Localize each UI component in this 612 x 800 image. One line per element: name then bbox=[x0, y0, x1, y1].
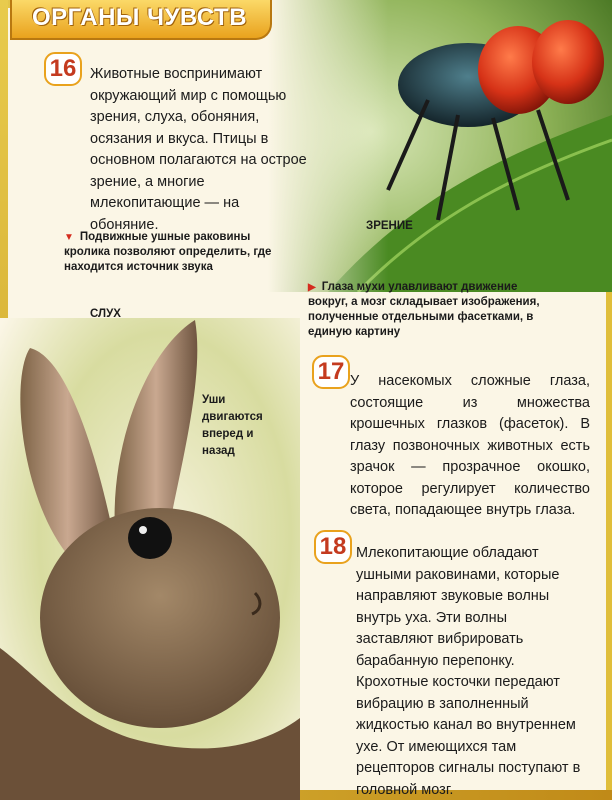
bullet-triangle-icon: ▶ bbox=[308, 282, 316, 293]
rabbit-photo bbox=[0, 318, 300, 800]
rabbit-caption bbox=[64, 230, 279, 275]
vision-label: ЗРЕНИЕ bbox=[366, 220, 413, 232]
ears-label: Уши двигаются вперед и назад bbox=[202, 394, 263, 457]
page-title-banner bbox=[10, 0, 272, 40]
section-17-text: У насекомых сложные глаза, состоящие из множества крошечных глазков (фасеток). В глазу позвоночных животных есть зрачок — прозрачное окошко, которое регулирует количество света, попадающее внутрь глаза. bbox=[350, 373, 590, 518]
section-18-badge: 18 bbox=[314, 530, 352, 564]
section-18-text: Млекопитающие обладают ушными раковинами, которые направляют звуковые волны внутрь уха. Эти волны заставляют вибрировать барабанную перепонку. Крохотные косточки передают вибрацию в заполненный жидкостью канал во внутреннем ухе. От имеющихся там рецепторов сигналы поступают в головной мозг. bbox=[356, 545, 581, 798]
section-16-badge: 16 bbox=[44, 52, 82, 86]
rabbit-caption-text: Подвижные ушные раковины кролика позволяют определить, где находится источник звука bbox=[64, 231, 272, 273]
fly-caption bbox=[308, 280, 553, 340]
section-17-badge: 17 bbox=[312, 355, 350, 389]
hearing-label: СЛУХ bbox=[90, 308, 121, 320]
page-title: ОРГАНЫ ЧУВСТВ bbox=[32, 4, 248, 31]
fly-photo bbox=[268, 0, 612, 292]
bullet-triangle-icon: ▼ bbox=[64, 232, 74, 243]
section-16-text: Животные воспринимают окружающий мир с помощью зрения, слуха, обоняния, осязания и вкуса. Птицы в основном полагаются на острое зрение, а многие млекопитающие — на обоняние. bbox=[90, 66, 307, 233]
fly-caption-text: Глаза мухи улавливают движение вокруг, а мозг складывает изображения, полученные отдельными фасетками, в единую картину bbox=[308, 281, 540, 338]
